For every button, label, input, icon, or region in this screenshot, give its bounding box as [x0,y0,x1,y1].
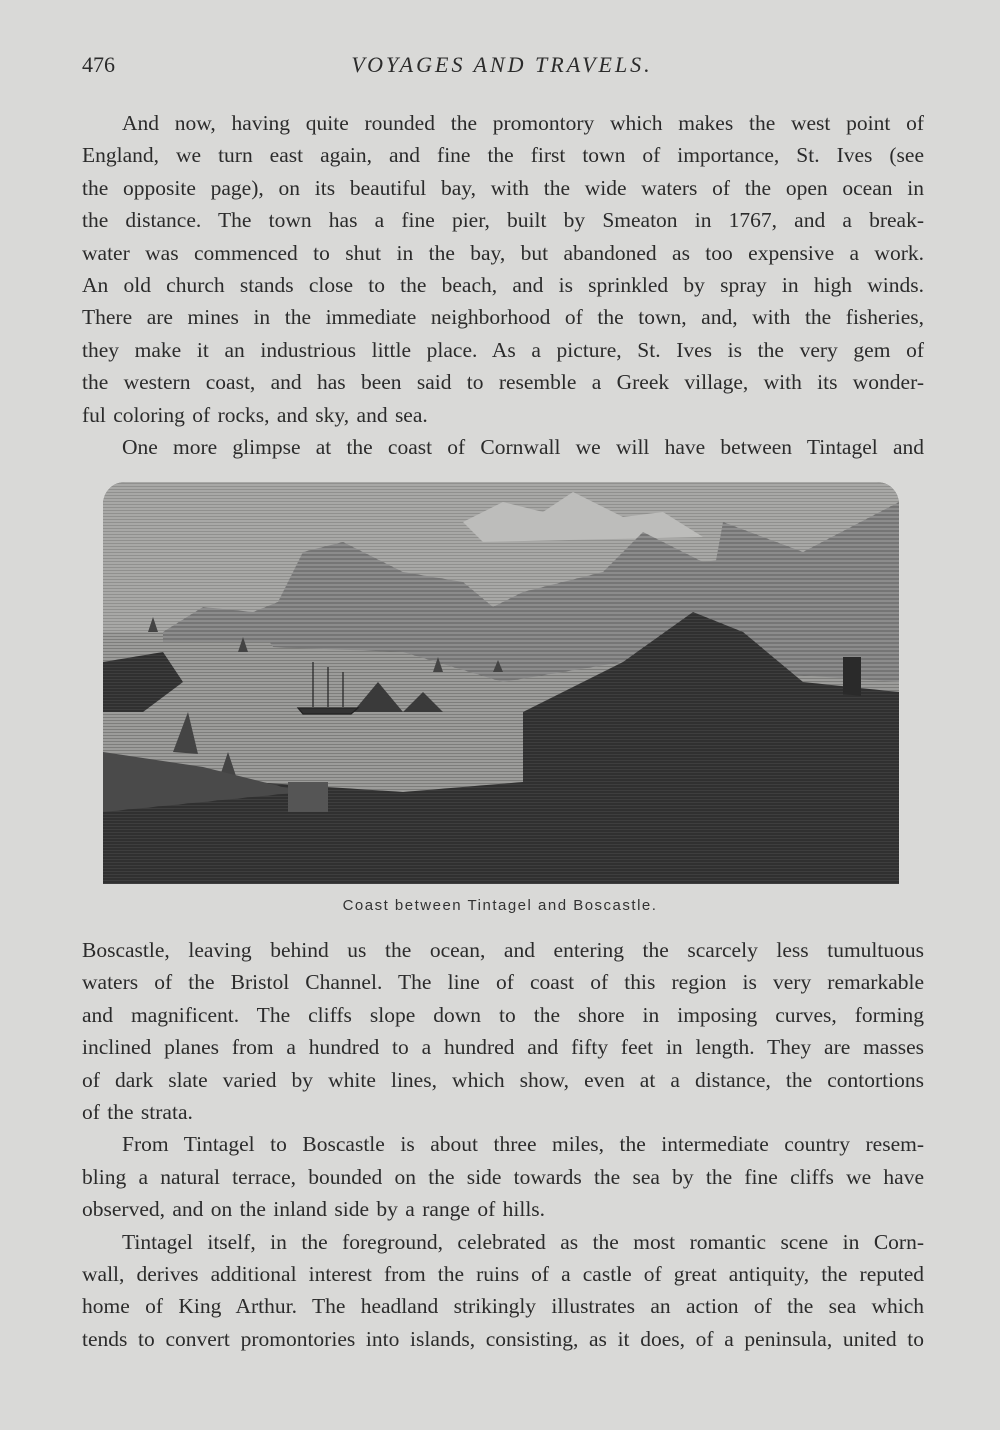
text-line: and magnificent. The cliffs slope down to the shore in imposing curves, forming [82,1002,924,1027]
text-line: water was commenced to shut in the bay, but abandoned as too expensive a work. [82,240,924,265]
text-line: Tintagel itself, in the foreground, celebrated as the most romantic scene in Corn- [122,1229,924,1254]
text-line: An old church stands close to the beach, and is sprinkled by spray in high winds. [82,272,924,297]
engraving-illustration [103,482,899,884]
paragraph-st-ives [82,107,924,463]
text-line: waters of the Bristol Channel. The line of coast of this region is very remarkable [82,970,924,995]
text-line: There are mines in the immediate neighborhood of the town, and, with the fisheries, [82,305,924,330]
page-header [82,52,922,86]
text-line: observed, and on the inland side by a range of hills. [82,1197,546,1222]
castle-tower [843,657,861,697]
text-line: the distance. The town has a fine pier, built by Smeaton in 1767, and a break- [82,208,924,233]
paragraph-bristol-channel [82,934,924,1355]
harbour-building [288,782,328,812]
text-line: England, we turn east again, and fine the first town of importance, St. Ives (see [82,143,924,168]
page-number: 476 [82,52,115,77]
text-line: home of King Arthur. The headland strikingly illustrates an action of the sea which [82,1294,924,1319]
text-line: And now, having quite rounded the promontory which makes the west point of [122,111,924,135]
figure-caption: Coast between Tintagel and Boscastle. [342,897,658,914]
text-line: they make it an industrious little place. As a picture, St. Ives is the very gem of [82,337,924,362]
text-line: From Tintagel to Boscastle is about three miles, the intermediate country resem- [122,1132,924,1157]
text-line: the western coast, and has been said to resemble a Greek village, with its wonder- [82,370,924,395]
text-line: Boscastle, leaving behind us the ocean, and entering the scarcely less tumultuous [82,938,924,962]
text-line: of the strata. [82,1099,193,1124]
coast-engraving [103,482,899,884]
text-line: tends to convert promontories into islands, consisting, as it does, of a peninsula, united to [82,1326,924,1351]
text-line: One more glimpse at the coast of Cornwall we will have between Tintagel and [122,434,924,459]
text-line: inclined planes from a hundred to a hundred and fifty feet in length. They are masses [82,1035,924,1060]
text-line: of dark slate varied by white lines, which show, even at a distance, the contortions [82,1067,924,1092]
text-line: ful coloring of rocks, and sky, and sea. [82,402,428,427]
text-line: the opposite page), on its beautiful bay, with the wide waters of the open ocean in [82,175,924,200]
running-head: VOYAGES AND TRAVELS. [351,52,653,77]
text-line: bling a natural terrace, bounded on the side towards the sea by the fine cliffs we have [82,1164,924,1189]
text-line: wall, derives additional interest from the ruins of a castle of great antiquity, the reputed [82,1261,924,1286]
